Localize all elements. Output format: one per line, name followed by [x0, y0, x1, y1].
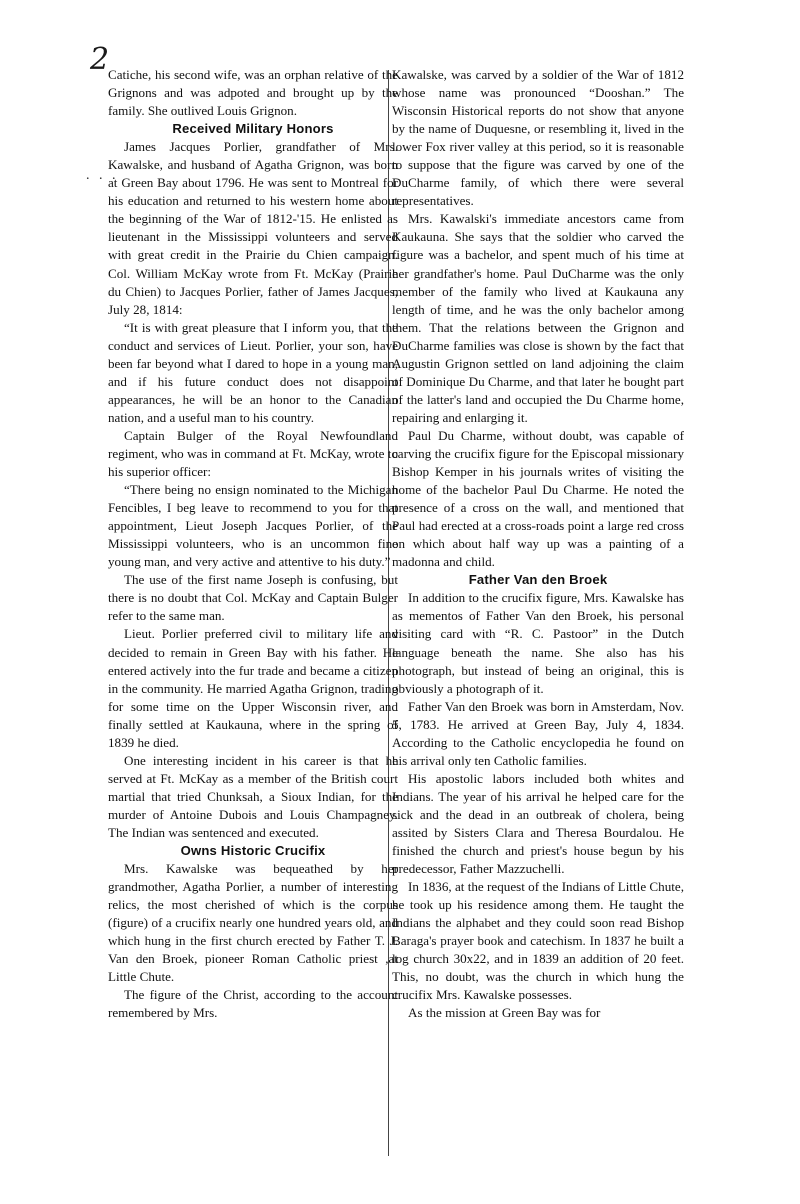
article-paragraph: Kawalske, was carved by a soldier of the War of 1812 whose name was pronounced “Dooshan.” The Wisconsin Historical reports do not show that anyone by the name of Duquesne, or resembling it, lived in the lower Fox river valley at this period, so it is reasonable to suppose that the figure was carved by one of the DuCharme family, of which there were several representatives. — [392, 67, 684, 209]
article-paragraph: Paul Du Charme, without doubt, was capable of carving the crucifix figure for the Episcopal missionary Bishop Kemper in his journals writes of visiting the home of the bachelor Paul Du Charme. He noted the presence of a cross on the wall, and mentioned that Paul had erected at a cross-roads point a large red cross on which about half way up was a painting of a madonna and child. — [392, 427, 684, 570]
article-paragraph: His apostolic labors included both whites and Indians. The year of his arrival he helped care for the sick and the dead in an outbreak of cholera, being assited by Sisters Clara and Theresa Bourdalou. He finished the church and priest's house begun by his predecessor, Father Mazzuchelli. — [392, 770, 684, 877]
section-heading: Received Military Honors — [172, 121, 334, 137]
article-paragraph: “It is with great pleasure that I inform you, that the conduct and services of Lieut. Porlier, your son, have been far beyond what I dared to hope in a young man, and if his future conduct does not disappoint appearances, he will be an honor to the Canadian nation, and a useful man to his country. — [108, 319, 398, 425]
article-paragraph: “There being no ensign nominated to the Michigan Fencibles, I beg leave to recommend to you for that appointment, Lieut Joseph Jacques Porlier, of the Mississippi volunteers, who is an uncommon fine young man, and very active and attentive to his duty.” — [108, 482, 398, 570]
article-paragraph: The use of the first name Joseph is confusing, but there is no doubt that Col. McKay and Captain Bulger refer to the same man. — [108, 572, 398, 624]
article-paragraph: James Jacques Porlier, grandfather of Mrs. Kawalske, and husband of Agatha Grignon, was born at Green Bay about 1796. He was sent to Montreal for his education and returned to his western home about the beginning of the War of 1812-'15. He enlisted as lieutenant in the Mississippi volunteers and served with great credit in the Prairie du Chien campaign. Col. William McKay wrote from Ft. McKay (Prairie du Chien) to Jacques Porlier, father of James Jacques, July 28, 1814: — [108, 139, 398, 317]
article-paragraph: Father Van den Broek was born in Amsterdam, Nov. 5, 1783. He arrived at Green Bay, July 4, 1834. According to the Catholic encyclopedia he found on his arrival only ten Catholic families. — [392, 698, 684, 768]
article-paragraph: Mrs. Kawalske was bequeathed by her grandmother, Agatha Porlier, a number of interesting relics, the most cherished of which is the corpus (figure) of a crucifix nearly one hundred years old, and which hung in the first church erected by Father T. J. Van den Broek, pioneer Roman Catholic priest ,at Little Chute. — [108, 861, 398, 985]
article-paragraph: Captain Bulger of the Royal Newfoundland regiment, who was in command at Ft. McKay, wrote to his superior officer: — [108, 427, 398, 480]
margin-marks: . . . — [86, 168, 119, 183]
article-paragraph: As the mission at Green Bay was for — [408, 1005, 601, 1021]
article-paragraph: Catiche, his second wife, was an orphan relative of the Grignons and was adpoted and brought up by the family. She outlived Louis Grignon. — [108, 67, 398, 119]
article-paragraph: In addition to the crucifix figure, Mrs. Kawalske has as mementos of Father Van den Broek, his personal visiting card with “R. C. Pastoor” in the Dutch language beneath the name. She also has his photograph, but instead of being an original, this is obviously a photograph of it. — [392, 590, 684, 696]
article-paragraph: In 1836, at the request of the Indians of Little Chute, he took up his residence among them. He taught the Indians the alphabet and they could soon read Bishop Baraga's prayer book and catechism. In 1837 he built a log church 30x22, and in 1839 an addition of 20 feet. This, no doubt, was the church in which hung the crucifix Mrs. Kawalske possesses. — [392, 879, 684, 1003]
article-column-left — [108, 66, 398, 1022]
article-paragraph: The figure of the Christ, according to the account remembered by Mrs. — [108, 987, 398, 1021]
article-column-right — [392, 66, 684, 1022]
article-paragraph: Mrs. Kawalski's immediate ancestors came from Kaukauna. She says that the soldier who carved the figure was a bachelor, and spent much of his time at her grandfather's home. Paul DuCharme was the only member of the family who lived at Kaukauna any length of time, and he was the only bachelor among them. That the relations between the Grignon and DuCharme families was close is shown by the fact that Augustin Grignon settled on land adjoining the claim of Dominique Du Charme, and that later he bought part of the latter's land and occupied the Du Charme home, repairing and enlarging it. — [392, 211, 684, 425]
article-paragraph: One interesting incident in his career is that he served at Ft. McKay as a member of the British court martial that tried Chunksah, a Sioux Indian, for the murder of Antoine Dubois and Louis Champagney. The Indian was sentenced and executed. — [108, 752, 398, 840]
article-paragraph: Lieut. Porlier preferred civil to military life and decided to remain in Green Bay with his father. He entered actively into the fur trade and became a citizen in the community. He married Agatha Grignon, trading for some time on the Upper Wisconsin river, and finally settled at Kaukauna, where in the spring of 1839 he died. — [108, 626, 398, 750]
page-number: 2 — [90, 42, 110, 77]
section-heading: Owns Historic Crucifix — [180, 843, 326, 859]
section-heading: Father Van den Broek — [468, 572, 608, 588]
